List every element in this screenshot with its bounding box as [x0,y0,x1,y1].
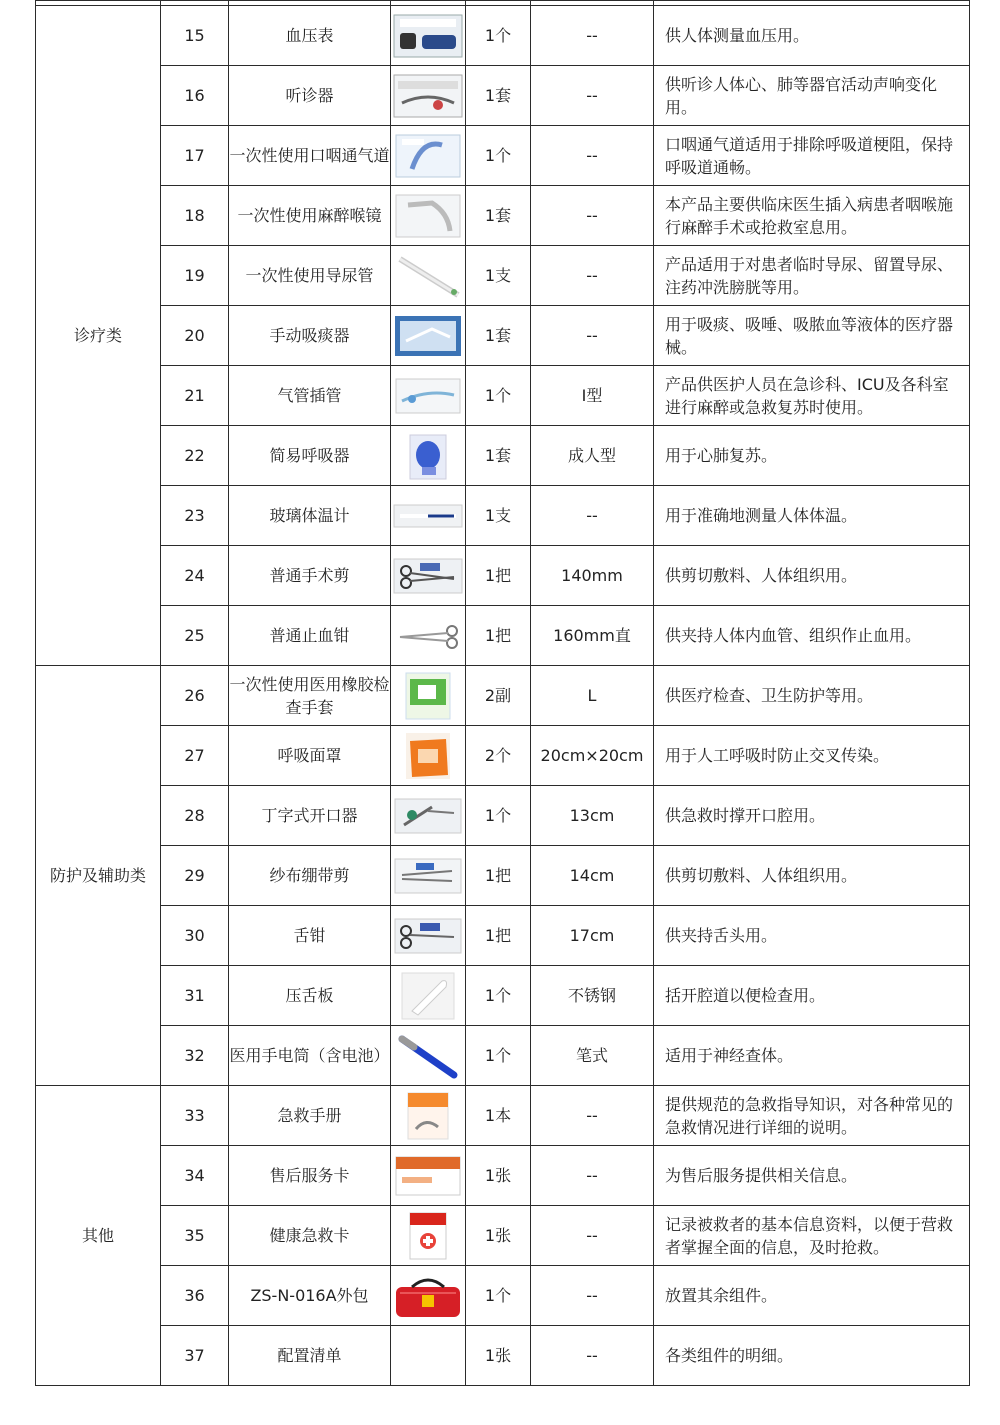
item-name: 配置清单 [229,1326,391,1386]
item-number: 34 [161,1146,229,1206]
item-image-cell [391,1146,466,1206]
item-description: 本产品主要供临床医生插入病患者咽喉施行麻醉手术或抢救室息用。 [654,186,970,246]
item-quantity: 1套 [466,66,531,126]
item-number: 23 [161,486,229,546]
item-spec: -- [531,6,654,66]
item-number: 18 [161,186,229,246]
item-description: 产品适用于对患者临时导尿、留置导尿、注药冲洗膀胱等用。 [654,246,970,306]
cpr-mask-pack-icon [392,731,464,781]
item-spec: L [531,666,654,726]
item-description: 供剪切敷料、人体组织用。 [654,846,970,906]
item-quantity: 1套 [466,426,531,486]
item-name: 急救手册 [229,1086,391,1146]
item-quantity: 1张 [466,1206,531,1266]
item-spec: -- [531,186,654,246]
table-row [36,546,970,606]
item-description: 各类组件的明细。 [654,1326,970,1386]
table-row [36,486,970,546]
table-row [36,426,970,486]
item-quantity: 1个 [466,126,531,186]
item-quantity: 1个 [466,1026,531,1086]
item-quantity: 1支 [466,486,531,546]
item-spec: 14cm [531,846,654,906]
item-image-cell [391,1326,466,1386]
table-row [36,66,970,126]
item-description: 为售后服务提供相关信息。 [654,1146,970,1206]
item-description: 供医疗检查、卫生防护等用。 [654,666,970,726]
item-number: 36 [161,1266,229,1326]
table-row [36,1146,970,1206]
surgical-scissors-icon [392,551,464,601]
item-number: 20 [161,306,229,366]
item-spec: -- [531,1146,654,1206]
item-name: 听诊器 [229,66,391,126]
item-number: 33 [161,1086,229,1146]
item-spec: -- [531,1206,654,1266]
tongue-depressor-icon [392,971,464,1021]
item-quantity: 1把 [466,846,531,906]
manual-suction-box-icon [392,311,464,361]
item-image-cell [391,1206,466,1266]
item-spec: Ⅰ型 [531,366,654,426]
item-number: 25 [161,606,229,666]
gloves-pack-icon [392,671,464,721]
item-image-cell [391,306,466,366]
item-quantity: 1张 [466,1326,531,1386]
table-row [36,726,970,786]
item-name: 普通止血钳 [229,606,391,666]
item-number: 30 [161,906,229,966]
resuscitator-bag-icon [392,431,464,481]
hemostatic-forceps-icon [392,611,464,661]
item-name: ZS-N-016A外包 [229,1266,391,1326]
item-quantity: 1支 [466,246,531,306]
item-image-cell [391,786,466,846]
item-quantity: 1把 [466,546,531,606]
item-spec: -- [531,66,654,126]
item-image-cell [391,846,466,906]
item-name: 一次性使用口咽通气道 [229,126,391,186]
item-description: 供听诊人体心、肺等器官活动声响变化用。 [654,66,970,126]
item-image-cell [391,1086,466,1146]
item-image-cell [391,246,466,306]
item-quantity: 1个 [466,6,531,66]
item-description: 用于准确地测量人体体温。 [654,486,970,546]
pen-flashlight-icon [392,1031,464,1081]
item-spec: -- [531,306,654,366]
item-description: 用于心肺复苏。 [654,426,970,486]
laryngoscope-icon [392,191,464,241]
item-description: 放置其余组件。 [654,1266,970,1326]
item-image-cell [391,666,466,726]
endotracheal-tube-icon [392,371,464,421]
table-row [36,966,970,1026]
item-image-cell [391,366,466,426]
item-name: 丁字式开口器 [229,786,391,846]
item-quantity: 1本 [466,1086,531,1146]
item-name: 医用手电筒（含电池） [229,1026,391,1086]
item-name: 一次性使用麻醉喉镜 [229,186,391,246]
stethoscope-box-icon [392,71,464,121]
item-image-cell [391,6,466,66]
item-spec: -- [531,246,654,306]
item-image-cell [391,486,466,546]
thermometer-icon [392,491,464,541]
item-quantity: 1把 [466,906,531,966]
item-description: 记录被救者的基本信息资料，以便于营救者掌握全面的信息，及时抢救。 [654,1206,970,1266]
item-description: 用于吸痰、吸唾、吸脓血等液体的医疗器械。 [654,306,970,366]
item-description: 供急救时撑开口腔用。 [654,786,970,846]
item-quantity: 1个 [466,786,531,846]
item-description: 提供规范的急救指导知识，对各种常见的急救情况进行详细的说明。 [654,1086,970,1146]
table-row [36,906,970,966]
table-row [36,1266,970,1326]
item-image-cell [391,1266,466,1326]
item-description: 产品供医护人员在急诊科、ICU及各科室进行麻醉或急救复苏时使用。 [654,366,970,426]
item-spec: 笔式 [531,1026,654,1086]
table-row [36,6,970,66]
item-number: 15 [161,6,229,66]
table-row [36,1026,970,1086]
table-row [36,1206,970,1266]
item-number: 17 [161,126,229,186]
item-name: 舌钳 [229,906,391,966]
oropharyngeal-airway-icon [392,131,464,181]
item-number: 37 [161,1326,229,1386]
blood-pressure-monitor-icon [392,11,464,61]
table-row [36,666,970,726]
table-row [36,606,970,666]
service-card-icon [392,1151,464,1201]
item-image-cell [391,186,466,246]
red-first-aid-bag-icon [392,1271,464,1321]
item-description: 用于人工呼吸时防止交叉传染。 [654,726,970,786]
item-description: 口咽通气道适用于排除呼吸道梗阻，保持呼吸道通畅。 [654,126,970,186]
item-spec: 成人型 [531,426,654,486]
item-spec: 13cm [531,786,654,846]
item-image-cell [391,126,466,186]
item-quantity: 2个 [466,726,531,786]
item-description: 括开腔道以便检查用。 [654,966,970,1026]
table-row [36,126,970,186]
table-row [36,306,970,366]
item-description: 供夹持人体内血管、组织作止血用。 [654,606,970,666]
bandage-scissors-icon [392,851,464,901]
table-row [36,1086,970,1146]
item-name: 售后服务卡 [229,1146,391,1206]
item-description: 供人体测量血压用。 [654,6,970,66]
item-name: 一次性使用医用橡胶检查手套 [229,666,391,726]
item-description: 适用于神经查体。 [654,1026,970,1086]
mouth-gag-icon [392,791,464,841]
item-image-cell [391,66,466,126]
item-quantity: 1张 [466,1146,531,1206]
category-cell: 其他 [36,1086,161,1386]
item-number: 21 [161,366,229,426]
item-name: 一次性使用导尿管 [229,246,391,306]
item-image-cell [391,726,466,786]
item-number: 22 [161,426,229,486]
table-row [36,846,970,906]
item-image-cell [391,546,466,606]
item-quantity: 1套 [466,186,531,246]
table-row [36,186,970,246]
item-quantity: 1个 [466,966,531,1026]
item-name: 血压表 [229,6,391,66]
table-row [36,1326,970,1386]
item-number: 35 [161,1206,229,1266]
component-table [35,0,970,1386]
item-spec: 140mm [531,546,654,606]
item-quantity: 1把 [466,606,531,666]
category-cell: 诊疗类 [36,6,161,666]
item-spec: -- [531,1266,654,1326]
item-quantity: 1个 [466,366,531,426]
item-name: 纱布绷带剪 [229,846,391,906]
health-card-icon [392,1211,464,1261]
item-spec: 17cm [531,906,654,966]
item-name: 玻璃体温计 [229,486,391,546]
item-number: 29 [161,846,229,906]
item-number: 26 [161,666,229,726]
item-image-cell [391,1026,466,1086]
item-number: 24 [161,546,229,606]
item-spec: 160mm直 [531,606,654,666]
item-number: 19 [161,246,229,306]
item-name: 普通手术剪 [229,546,391,606]
item-name: 健康急救卡 [229,1206,391,1266]
item-number: 27 [161,726,229,786]
item-description: 供夹持舌头用。 [654,906,970,966]
item-spec: -- [531,486,654,546]
item-name: 手动吸痰器 [229,306,391,366]
table-row [36,366,970,426]
item-spec: -- [531,126,654,186]
item-name: 压舌板 [229,966,391,1026]
item-number: 16 [161,66,229,126]
item-spec: 20cm×20cm [531,726,654,786]
item-number: 31 [161,966,229,1026]
item-name: 气管插管 [229,366,391,426]
item-quantity: 1个 [466,1266,531,1326]
item-quantity: 2副 [466,666,531,726]
item-image-cell [391,426,466,486]
item-spec: 不锈钢 [531,966,654,1026]
item-spec: -- [531,1326,654,1386]
item-number: 32 [161,1026,229,1086]
item-name: 呼吸面罩 [229,726,391,786]
first-aid-manual-icon [392,1091,464,1141]
item-image-cell [391,906,466,966]
table-row [36,246,970,306]
tongue-forceps-icon [392,911,464,961]
urinary-catheter-icon [392,251,464,301]
category-cell: 防护及辅助类 [36,666,161,1086]
item-image-cell [391,606,466,666]
item-number: 28 [161,786,229,846]
item-name: 简易呼吸器 [229,426,391,486]
item-description: 供剪切敷料、人体组织用。 [654,546,970,606]
item-quantity: 1套 [466,306,531,366]
item-image-cell [391,966,466,1026]
item-spec: -- [531,1086,654,1146]
table-row [36,786,970,846]
